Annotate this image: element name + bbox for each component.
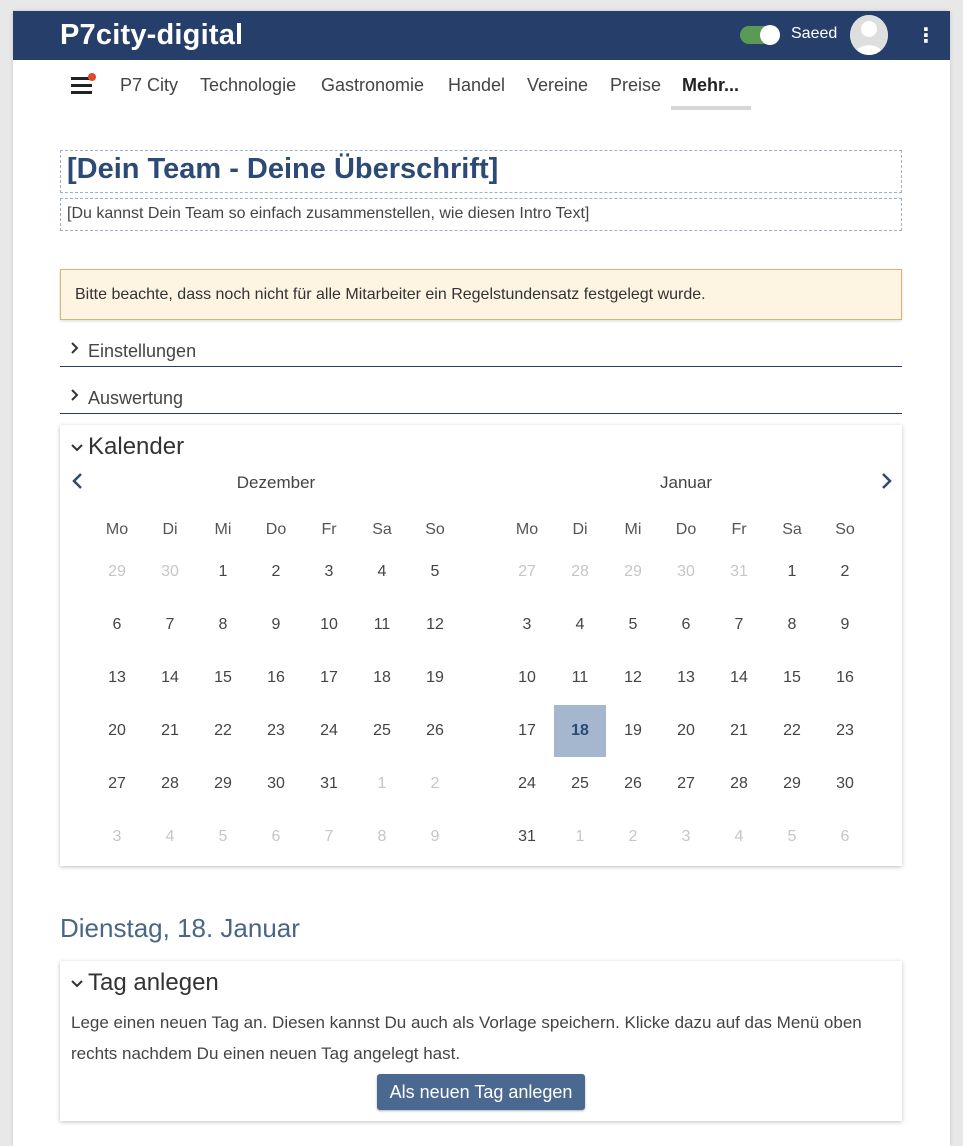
nav-item-technologie[interactable]: Technologie — [200, 75, 297, 95]
weekday-label: Do — [675, 521, 697, 538]
page-title: [Dein Team - Deine Überschrift] — [67, 153, 499, 185]
calendar-day[interactable]: 26 — [624, 775, 642, 792]
calendar-day[interactable]: 20 — [677, 722, 695, 739]
calendar-day[interactable]: 15 — [214, 669, 232, 686]
calendar-day[interactable]: 25 — [571, 775, 589, 792]
calendar-day: 29 — [108, 563, 126, 580]
more-options-icon[interactable]: ⋮ — [916, 25, 936, 47]
notification-dot — [88, 73, 96, 81]
prev-month-icon[interactable] — [69, 472, 87, 490]
calendar-day[interactable]: 19 — [624, 722, 642, 739]
tag-card-title: Tag anlegen — [88, 969, 219, 996]
month-name: Januar — [660, 473, 712, 492]
chevron-down-icon — [70, 441, 84, 455]
nav-item-gastronomie[interactable]: Gastronomie — [321, 75, 425, 95]
calendar-day[interactable]: 13 — [677, 669, 695, 686]
calendar-day[interactable]: 2 — [271, 563, 281, 580]
calendar-day[interactable]: 12 — [624, 669, 642, 686]
calendar-day[interactable]: 3 — [522, 616, 532, 633]
calendar-day[interactable]: 9 — [271, 616, 281, 633]
calendar-day: 29 — [624, 563, 642, 580]
calendar-day[interactable]: 29 — [783, 775, 801, 792]
calendar-day[interactable]: 17 — [320, 669, 338, 686]
calendar-day[interactable]: 22 — [214, 722, 232, 739]
calendar-day: 3 — [112, 828, 122, 845]
team-title-box[interactable] — [60, 150, 902, 193]
weekday-label: So — [425, 521, 445, 538]
calendar-title: Kalender — [88, 433, 185, 460]
calendar-day: 9 — [430, 828, 440, 845]
calendar-day[interactable]: 7 — [165, 616, 175, 633]
calendar-day: 30 — [677, 563, 695, 580]
calendar-day[interactable]: 22 — [783, 722, 801, 739]
calendar-day[interactable]: 6 — [681, 616, 691, 633]
calendar-card — [60, 425, 902, 866]
calendar-day[interactable]: 19 — [426, 669, 444, 686]
calendar-day[interactable]: 5 — [628, 616, 638, 633]
calendar-day: 31 — [730, 563, 748, 580]
active-tab-indicator — [671, 106, 751, 110]
section-einstellungen[interactable] — [60, 335, 902, 367]
weekday-label: Mo — [515, 521, 539, 538]
calendar-day[interactable]: 21 — [730, 722, 748, 739]
weekday-label: So — [835, 521, 855, 538]
calendar-day: 1 — [377, 775, 387, 792]
calendar-day: 1 — [575, 828, 585, 845]
calendar-day: 2 — [628, 828, 638, 845]
create-day-button[interactable]: Als neuen Tag anlegen — [377, 1074, 585, 1110]
chevron-right-icon — [68, 341, 82, 355]
calendar-day[interactable]: 30 — [267, 775, 285, 792]
calendar-day: 7 — [324, 828, 334, 845]
calendar-day: 27 — [518, 563, 536, 580]
calendar-day[interactable]: 31 — [320, 775, 338, 792]
nav-item-vereine[interactable]: Vereine — [527, 75, 589, 95]
username-label[interactable]: Saeed — [791, 25, 838, 42]
calendar-day[interactable]: 17 — [518, 722, 536, 739]
chevron-right-icon — [68, 388, 82, 402]
calendar-day[interactable]: 28 — [161, 775, 179, 792]
calendar-day: 6 — [271, 828, 281, 845]
calendar-day[interactable]: 13 — [108, 669, 126, 686]
calendar-day: 4 — [734, 828, 744, 845]
calendar-day[interactable]: 4 — [377, 563, 387, 580]
calendar-day: 5 — [787, 828, 797, 845]
nav-item-p7-city[interactable]: P7 City — [120, 75, 179, 95]
calendar-day-selected[interactable]: 18 — [554, 705, 606, 757]
app-header — [13, 11, 950, 60]
calendar-day[interactable]: 14 — [161, 669, 179, 686]
calendar-day[interactable]: 21 — [161, 722, 179, 739]
calendar-day[interactable]: 30 — [836, 775, 854, 792]
mode-toggle[interactable] — [740, 26, 780, 44]
calendar-day[interactable]: 3 — [324, 563, 334, 580]
calendar-day[interactable]: 12 — [426, 616, 444, 633]
calendar-day[interactable]: 9 — [840, 616, 850, 633]
nav-item-mehr[interactable]: Mehr... — [682, 75, 740, 95]
calendar-day[interactable]: 29 — [214, 775, 232, 792]
calendar-day: 5 — [218, 828, 228, 845]
avatar[interactable] — [850, 15, 888, 55]
weekday-label: Fr — [321, 521, 337, 538]
calendar-day[interactable]: 8 — [787, 616, 797, 633]
calendar-day: 8 — [377, 828, 387, 845]
section-auswertung[interactable] — [60, 382, 902, 414]
intro-text-box[interactable] — [60, 198, 902, 231]
tag-anlegen-card — [60, 961, 902, 1121]
intro-text: [Du kannst Dein Team so einfach zusammenstellen, wie diesen Intro Text] — [67, 205, 590, 222]
calendar-day[interactable]: 26 — [426, 722, 444, 739]
calendar-day[interactable]: 27 — [108, 775, 126, 792]
selected-date-heading: Dienstag, 18. Januar — [60, 913, 300, 943]
calendar-day[interactable]: 15 — [783, 669, 801, 686]
calendar-day[interactable]: 6 — [112, 616, 122, 633]
toggle-knob — [760, 25, 780, 45]
weekday-label: Fr — [731, 521, 747, 538]
calendar-day[interactable]: 23 — [267, 722, 285, 739]
calendar-day[interactable]: 31 — [518, 828, 536, 845]
calendar-day[interactable]: 11 — [373, 616, 391, 633]
tag-card-description: Lege einen neuen Tag an. Diesen kannst Du auch als Vorlage speichern. Klicke dazu auf das Menü oben rechts nachdem Du einen neuen Tag angelegt hast. — [71, 1013, 862, 1063]
section-label: Einstellungen — [88, 341, 197, 361]
user-avatar-icon — [850, 15, 888, 55]
calendar-day[interactable]: 4 — [575, 616, 585, 633]
weekday-label: Do — [265, 521, 287, 538]
page-container — [13, 11, 950, 1146]
calendar-day[interactable]: 5 — [430, 563, 440, 580]
weekday-label: Sa — [782, 521, 802, 538]
calendar-day[interactable]: 1 — [787, 563, 797, 580]
calendar-day[interactable]: 24 — [320, 722, 338, 739]
calendar-day: 6 — [840, 828, 850, 845]
calendar-day[interactable]: 11 — [571, 669, 589, 686]
month-name: Dezember — [236, 473, 316, 492]
brand-title[interactable]: P7city-digital — [60, 19, 244, 51]
calendar-day[interactable]: 10 — [320, 616, 338, 633]
weekday-label: Mi — [624, 521, 642, 538]
weekday-label: Sa — [372, 521, 392, 538]
calendar-day: 28 — [571, 563, 589, 580]
calendar-day[interactable]: 25 — [373, 722, 391, 739]
weekday-label: Mo — [105, 521, 129, 538]
calendar-day[interactable]: 23 — [836, 722, 854, 739]
warning-alert — [60, 269, 902, 320]
chevron-down-icon — [70, 977, 84, 991]
weekday-label: Mi — [214, 521, 232, 538]
weekday-label: Di — [572, 521, 588, 538]
calendar-day[interactable]: 10 — [518, 669, 536, 686]
calendar-day[interactable]: 18 — [373, 669, 391, 686]
calendar-day[interactable]: 16 — [267, 669, 285, 686]
main-navigation — [13, 60, 950, 112]
calendar-day[interactable]: 1 — [218, 563, 228, 580]
calendar-day[interactable]: 8 — [218, 616, 228, 633]
nav-item-preise[interactable]: Preise — [610, 75, 662, 95]
calendar-day: 4 — [165, 828, 175, 845]
weekday-label: Di — [162, 521, 178, 538]
calendar-day[interactable]: 28 — [730, 775, 748, 792]
calendar-day: 30 — [161, 563, 179, 580]
nav-item-handel[interactable]: Handel — [448, 75, 506, 95]
menu-icon[interactable] — [71, 77, 93, 95]
calendar-day[interactable]: 14 — [730, 669, 748, 686]
calendar-day: 3 — [681, 828, 691, 845]
next-month-icon[interactable] — [877, 472, 895, 490]
alert-text: Bitte beachte, dass noch nicht für alle Mitarbeiter ein Regelstundensatz festgelegt wurde. — [75, 286, 706, 303]
calendar-day[interactable]: 16 — [836, 669, 854, 686]
calendar-day[interactable]: 24 — [518, 775, 536, 792]
calendar-day: 2 — [430, 775, 440, 792]
calendar-day[interactable]: 27 — [677, 775, 695, 792]
calendar-day[interactable]: 20 — [108, 722, 126, 739]
calendar-day[interactable]: 2 — [840, 563, 850, 580]
section-label: Auswertung — [88, 388, 184, 408]
calendar-day[interactable]: 7 — [734, 616, 744, 633]
